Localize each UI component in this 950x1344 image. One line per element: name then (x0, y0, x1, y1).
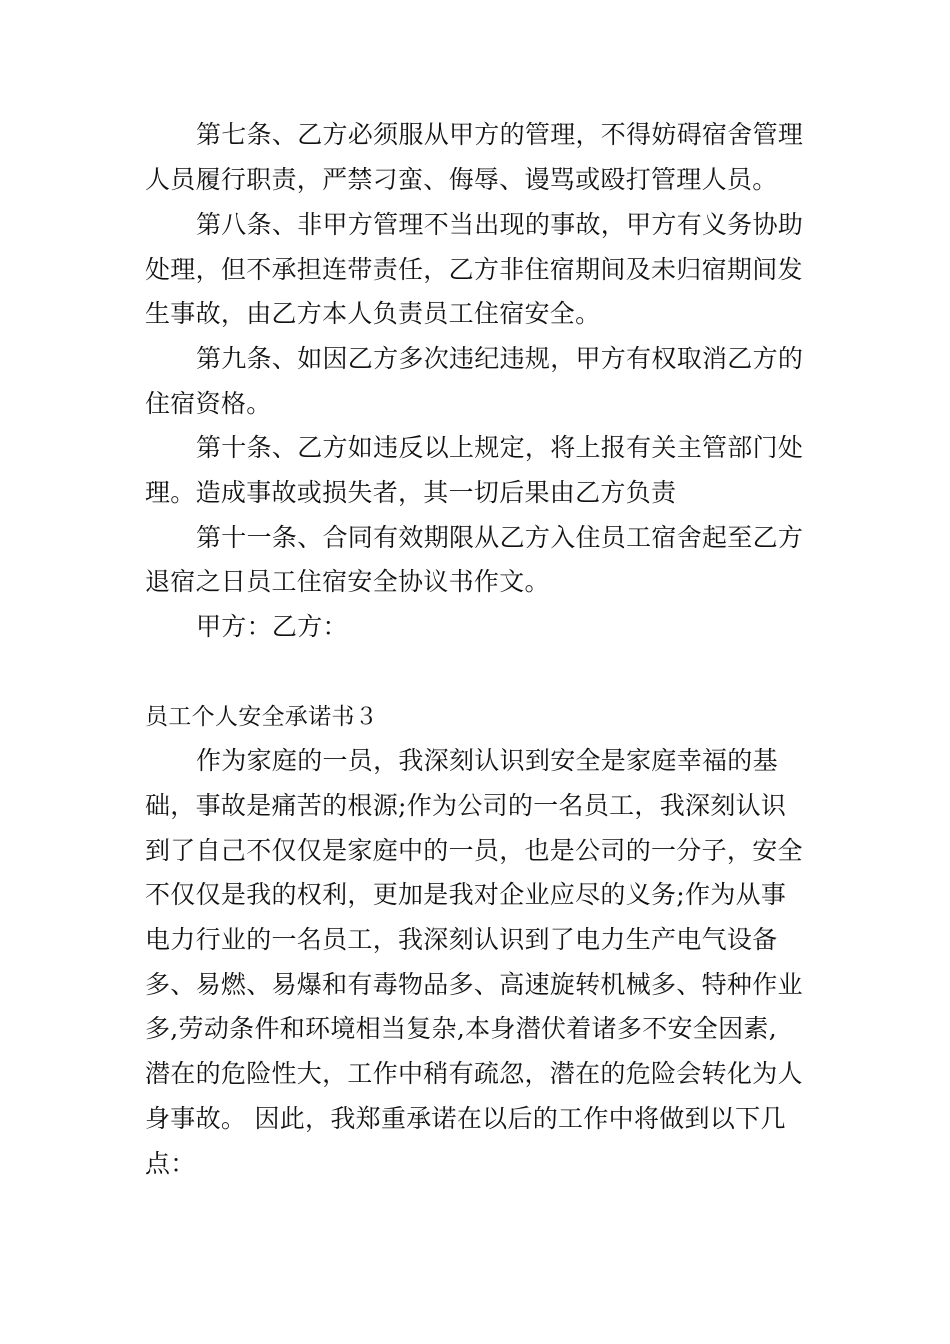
text-line: 身事故。 因此，我郑重承诺在以后的工作中将做到以下几 (145, 1104, 786, 1133)
text-line: 住宿资格。 (145, 389, 272, 418)
text-line: 点： (145, 1149, 196, 1178)
text-line: 第十一条、合同有效期限从乙方入住员工宿舍起至乙方 (196, 523, 804, 552)
text-line: 退宿之日员工住宿安全协议书作文。 (145, 567, 550, 596)
text-line: 多,劳动条件和环境相当复杂,本身潜伏着诸多不安全因素, (145, 1014, 777, 1043)
signature-line: 甲方：乙方： (196, 612, 348, 641)
text-line: 不仅仅是我的权利，更加是我对企业应尽的义务;作为从事 (145, 880, 787, 909)
text-line: 处理，但不承担连带责任，乙方非住宿期间及未归宿期间发 (145, 255, 803, 284)
text-line: 电力行业的一名员工，我深刻认识到了电力生产电气设备 (145, 925, 778, 954)
text-line: 到了自己不仅仅是家庭中的一员，也是公司的一分子，安全 (145, 836, 803, 865)
text-line: 理。造成事故或损失者，其一切后果由乙方负责 (145, 478, 677, 507)
section-heading: 员工个人安全承诺书３ (145, 704, 378, 730)
text-line: 生事故，由乙方本人负责员工住宿安全。 (145, 299, 601, 328)
text-line: 人员履行职责，严禁刁蛮、侮辱、谩骂或殴打管理人员。 (145, 165, 778, 194)
text-line: 作为家庭的一员，我深刻认识到安全是家庭幸福的基 (196, 746, 778, 775)
text-line: 础，事故是痛苦的根源;作为公司的一名员工，我深刻认识 (145, 791, 787, 820)
text-line: 第七条、乙方必须服从甲方的管理，不得妨碍宿舍管理 (196, 120, 804, 149)
text-line: 第十条、乙方如违反以上规定，将上报有关主管部门处 (196, 433, 804, 462)
text-line: 潜在的危险性大，工作中稍有疏忽，潜在的危险会转化为人 (145, 1059, 803, 1088)
text-line: 第八条、非甲方管理不当出现的事故，甲方有义务协助 (196, 210, 804, 239)
text-line: 第九条、如因乙方多次违纪违规，甲方有权取消乙方的 (196, 344, 804, 373)
text-line: 多、易燃、易爆和有毒物品多、高速旋转机械多、特种作业 (145, 970, 803, 999)
